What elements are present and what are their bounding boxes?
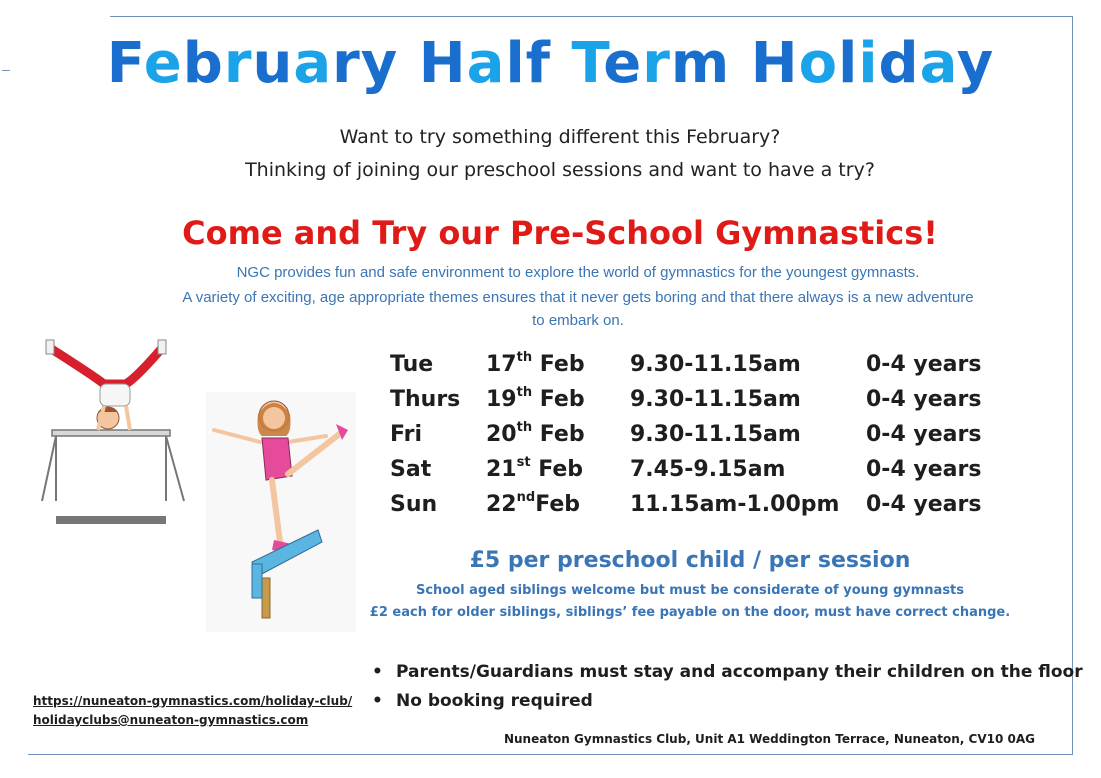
schedule-time: 9.30-11.15am: [630, 422, 801, 447]
contact-links: [33, 694, 352, 732]
title-part: a: [466, 31, 506, 96]
schedule-date-suffix: st: [516, 455, 531, 470]
title-part: e: [603, 31, 643, 96]
bar-gymnast-illustration: [34, 336, 194, 536]
schedule-date-number: 17: [486, 352, 517, 377]
schedule-date-month: Feb: [532, 387, 585, 412]
title-part: e: [143, 31, 183, 96]
schedule-date-suffix: nd: [516, 490, 536, 505]
schedule-day: Thurs: [390, 387, 461, 412]
title-part: l: [838, 31, 859, 96]
schedule-time: 9.30-11.15am: [630, 352, 801, 377]
schedule-date: [486, 422, 585, 447]
title-part: r: [642, 31, 671, 96]
email-link[interactable]: holidayclubs@nuneaton-gymnastics.com: [33, 713, 309, 727]
schedule-date-month: Feb: [530, 457, 584, 482]
schedule-date-month: Feb: [532, 352, 585, 377]
title-part: lf: [505, 31, 572, 96]
title-part: ry: [332, 31, 419, 96]
title-part: b: [182, 31, 224, 96]
intro-line-2: A variety of exciting, age appropriate themes ensures that it never gets boring and that there always is a new adventure: [182, 289, 974, 306]
price-line: £5 per preschool child / per session: [469, 548, 911, 573]
schedule-date: [486, 352, 585, 377]
schedule-date-suffix: th: [516, 350, 533, 365]
schedule-age: 0-4 years: [866, 457, 982, 482]
title-part: i: [858, 31, 879, 96]
intro-line-3: to embark on.: [532, 312, 624, 326]
list-item: [372, 691, 1083, 720]
schedule-age: 0-4 years: [866, 422, 982, 447]
siblings-note-2: £2 each for older siblings, siblings’ fee payable on the door, must have correct change.: [369, 605, 1011, 620]
tagline-line-2: Thinking of joining our preschool sessions and want to have a try?: [245, 159, 875, 181]
title-part: u: [252, 31, 294, 96]
title-part: T: [571, 31, 604, 96]
club-address: Nuneaton Gymnastics Club, Unit A1 Weddington Terrace, Nuneaton, CV10 0AG: [503, 732, 1035, 746]
title-part: H: [750, 31, 799, 96]
schedule-day: Sun: [390, 492, 438, 517]
schedule-date: [486, 492, 580, 517]
schedule-age: 0-4 years: [866, 352, 982, 377]
rules-list: [372, 662, 1083, 720]
beam-gymnast-illustration: [196, 392, 366, 632]
title-part: r: [223, 31, 253, 96]
title-part: d: [878, 31, 920, 96]
schedule-date-number: 22: [486, 492, 517, 517]
title-part: m: [670, 31, 751, 96]
schedule-date-month: Feb: [535, 492, 580, 517]
schedule-day: Fri: [390, 422, 423, 447]
schedule-date-number: 21: [486, 457, 517, 482]
list-item-text: No booking required: [396, 691, 593, 711]
schedule-date-month: Feb: [532, 422, 585, 447]
schedule-time: 7.45-9.15am: [630, 457, 786, 482]
bullet-icon: •: [372, 662, 383, 682]
schedule-time: 9.30-11.15am: [630, 387, 801, 412]
schedule-date: [486, 457, 583, 482]
intro-line-1: NGC provides fun and safe environment to explore the world of gymnastics for the youngest gymnasts.: [236, 264, 920, 281]
schedule-date: [486, 387, 585, 412]
schedule-day: Sat: [390, 457, 432, 482]
title-part: o: [798, 31, 839, 96]
title-part: a: [919, 31, 957, 96]
bullet-icon: •: [372, 691, 383, 711]
title-part: a: [293, 31, 333, 96]
schedule-day: Tue: [390, 352, 434, 377]
schedule-date-number: 19: [486, 387, 517, 412]
schedule-date-suffix: th: [516, 385, 533, 400]
schedule-date-suffix: th: [516, 420, 533, 435]
title-part: F: [106, 31, 144, 96]
siblings-note-1: School aged siblings welcome but must be considerate of young gymnasts: [415, 583, 965, 598]
title-part: H: [418, 31, 467, 96]
website-link[interactable]: https://nuneaton-gymnastics.com/holiday-club/: [33, 694, 353, 708]
headline: Come and Try our Pre-School Gymnastics!: [182, 214, 938, 252]
page-title: [0, 31, 1101, 96]
list-item-text: Parents/Guardians must stay and accompany their children on the floor: [396, 662, 1083, 682]
title-part: y: [956, 31, 995, 96]
tagline-line-1: Want to try something different this February?: [339, 126, 781, 148]
schedule-age: 0-4 years: [866, 387, 982, 412]
schedule-date-number: 20: [486, 422, 517, 447]
list-item: [372, 662, 1083, 691]
schedule-age: 0-4 years: [866, 492, 982, 517]
schedule-time: 11.15am-1.00pm: [630, 492, 840, 517]
